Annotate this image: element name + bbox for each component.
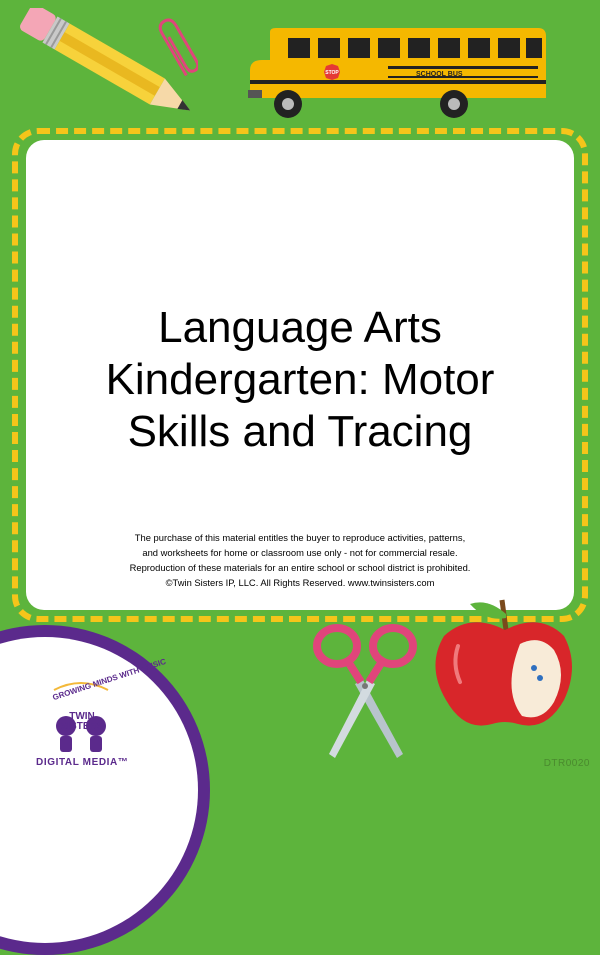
logo-subtitle: DIGITAL MEDIA™ — [36, 757, 129, 768]
logo-arc-text: GROWING MINDS WITH MUSIC — [51, 656, 168, 703]
scissors-icon — [305, 622, 425, 762]
bus-sign-text: SCHOOL BUS — [416, 71, 463, 78]
logo-name: TWIN SISTERS — [60, 711, 104, 732]
legal-notice: The purchase of this material entitles the buyer to reproduce activities, patterns, and worksheets for home or classroom use only - not for commercial resale. Reproduction of these materials for an entire school or school district is prohibited. ©Twin Sisters IP, LLC. All Rights Reserved. www.twinsisters.com — [129, 532, 471, 588]
bus-stop-text: STOP — [325, 70, 339, 76]
apple-icon — [430, 590, 580, 740]
paperclip-icon — [158, 14, 198, 84]
school-bus-icon — [248, 26, 550, 120]
product-code: DTR0020 — [543, 758, 590, 769]
page-title: Language Arts Kindergarten: Motor Skills and Tracing — [105, 303, 495, 456]
